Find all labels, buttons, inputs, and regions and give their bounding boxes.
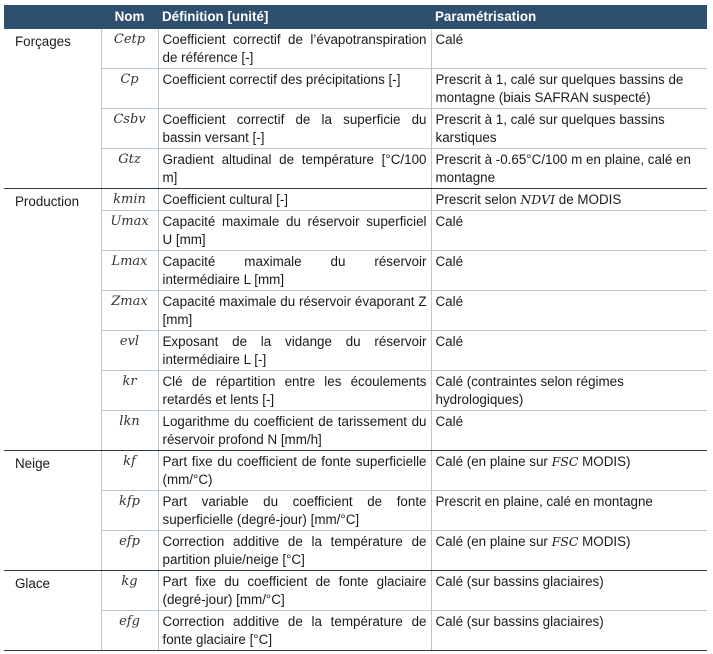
param-parametrisation: Calé bbox=[431, 211, 707, 251]
param-definition: Part fixe du coefficient de fonte glaciaire (degré-jour) [mm/°C] bbox=[158, 571, 431, 611]
param-parametrisation: Prescrit à 1, calé sur quelques bassins de montagne (biais SAFRAN suspecté) bbox=[431, 69, 707, 109]
param-parametrisation: Prescrit en plaine, calé en montagne bbox=[431, 491, 707, 531]
param-definition: Correction additive de la température de partition pluie/neige [°C] bbox=[158, 531, 431, 571]
param-math-symbol: FSC bbox=[551, 534, 579, 549]
param-name: Cetp bbox=[101, 29, 158, 69]
table-row bbox=[4, 251, 707, 291]
param-name: Lmax bbox=[101, 251, 158, 291]
parameters-table bbox=[4, 5, 707, 651]
param-definition: Clé de répartition entre les écoulements retardés et lents [-] bbox=[158, 371, 431, 411]
group-label: Forçages bbox=[4, 29, 101, 189]
param-parametrisation: Calé bbox=[431, 251, 707, 291]
param-parametrisation bbox=[431, 451, 707, 491]
param-definition: Exposant de la vidange du réservoir intermédiaire L [-] bbox=[158, 331, 431, 371]
param-definition: Coefficient correctif de l’évapotranspiration de référence [-] bbox=[158, 29, 431, 69]
table-row bbox=[4, 189, 707, 211]
header-nom: Nom bbox=[114, 9, 145, 24]
param-name: Cp bbox=[101, 69, 158, 109]
header-group bbox=[4, 5, 101, 29]
table-row bbox=[4, 491, 707, 531]
param-parametrisation: Calé (contraintes selon régimes hydrologiques) bbox=[431, 371, 707, 411]
group-label: Neige bbox=[4, 451, 101, 571]
param-name: kf bbox=[101, 451, 158, 491]
param-name: Zmax bbox=[101, 291, 158, 331]
param-definition: Part fixe du coefficient de fonte superficielle (mm/°C) bbox=[158, 451, 431, 491]
param-parametrisation bbox=[431, 189, 707, 211]
param-definition: Logarithme du coefficient de tarissement du réservoir profond N [mm/h] bbox=[158, 411, 431, 451]
param-definition: Coefficient cultural [-] bbox=[158, 189, 431, 211]
param-math-symbol: FSC bbox=[551, 454, 579, 469]
param-text-post: MODIS) bbox=[578, 454, 631, 469]
table-row bbox=[4, 571, 707, 611]
param-name: kg bbox=[101, 571, 158, 611]
header-definition: Définition [unité] bbox=[162, 9, 269, 24]
param-parametrisation: Calé bbox=[431, 29, 707, 69]
table-row bbox=[4, 611, 707, 651]
param-name: kfp bbox=[101, 491, 158, 531]
param-name: efg bbox=[101, 611, 158, 651]
param-definition: Capacité maximale du réservoir évaporant Z [mm] bbox=[158, 291, 431, 331]
param-math-symbol: NDVI bbox=[520, 192, 556, 207]
table-row bbox=[4, 411, 707, 451]
param-parametrisation: Prescrit à 1, calé sur quelques bassins karstiques bbox=[431, 109, 707, 149]
table-row bbox=[4, 211, 707, 251]
param-text-post: MODIS) bbox=[578, 534, 631, 549]
table-row bbox=[4, 69, 707, 109]
param-name: efp bbox=[101, 531, 158, 571]
param-parametrisation bbox=[431, 531, 707, 571]
param-parametrisation: Prescrit à -0.65°C/100 m en plaine, calé en montagne bbox=[431, 149, 707, 189]
param-parametrisation: Calé (sur bassins glaciaires) bbox=[431, 571, 707, 611]
header-parametrisation: Paramétrisation bbox=[435, 9, 537, 24]
param-name: evl bbox=[101, 331, 158, 371]
param-name: Umax bbox=[101, 211, 158, 251]
param-name: Csbv bbox=[101, 109, 158, 149]
param-parametrisation: Calé bbox=[431, 291, 707, 331]
param-text-pre: Prescrit selon bbox=[435, 192, 521, 207]
param-definition: Coefficient correctif des précipitations [-] bbox=[158, 69, 431, 109]
param-definition: Part variable du coefficient de fonte superficielle (degré-jour) [mm/°C] bbox=[158, 491, 431, 531]
table-row bbox=[4, 531, 707, 571]
table-row bbox=[4, 291, 707, 331]
param-name: kmin bbox=[101, 189, 158, 211]
param-definition: Gradient altudinal de température [°C/100 m] bbox=[158, 149, 431, 189]
table-row bbox=[4, 331, 707, 371]
group-label: Production bbox=[4, 189, 101, 451]
param-name: lkn bbox=[101, 411, 158, 451]
table-row bbox=[4, 29, 707, 69]
param-text-pre: Calé (en plaine sur bbox=[435, 454, 552, 469]
param-definition: Correction additive de la température de fonte glaciaire [°C] bbox=[158, 611, 431, 651]
param-text-pre: Calé (en plaine sur bbox=[435, 534, 552, 549]
param-definition: Capacité maximale du réservoir superficiel U [mm] bbox=[158, 211, 431, 251]
table-row bbox=[4, 451, 707, 491]
param-name: kr bbox=[101, 371, 158, 411]
group-label: Glace bbox=[4, 571, 101, 651]
param-parametrisation: Calé bbox=[431, 411, 707, 451]
param-definition: Coefficient correctif de la superficie du bassin versant [-] bbox=[158, 109, 431, 149]
table-row bbox=[4, 149, 707, 189]
param-name: Gtz bbox=[101, 149, 158, 189]
param-definition: Capacité maximale du réservoir intermédiaire L [mm] bbox=[158, 251, 431, 291]
table-header bbox=[4, 5, 707, 29]
table-row bbox=[4, 371, 707, 411]
param-parametrisation: Calé (sur bassins glaciaires) bbox=[431, 611, 707, 651]
param-text-post: de MODIS bbox=[555, 192, 622, 207]
table-row bbox=[4, 109, 707, 149]
param-parametrisation: Calé bbox=[431, 331, 707, 371]
